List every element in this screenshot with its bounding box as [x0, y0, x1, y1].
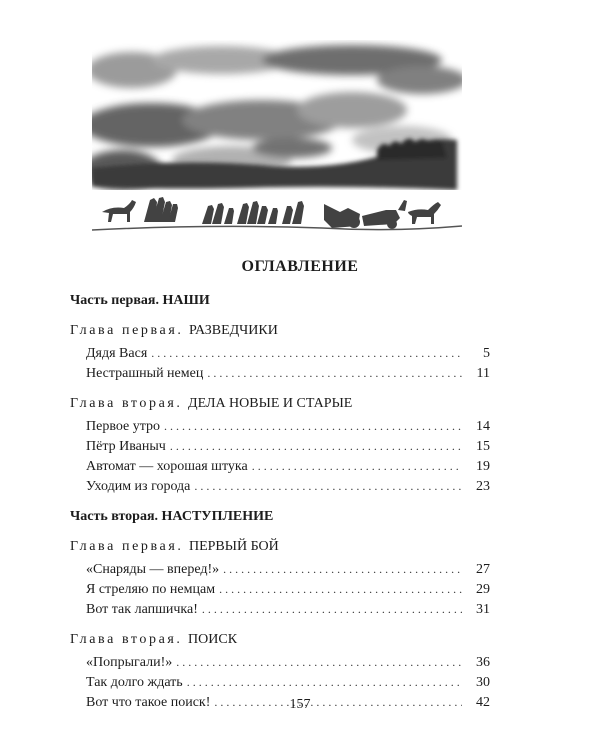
entry-title: Первое утро — [86, 419, 161, 434]
chapter-name: ПОИСК — [188, 632, 238, 647]
part-label: Часть вторая. — [70, 509, 159, 524]
part-name: НАСТУПЛЕНИЕ — [161, 509, 274, 524]
entry-title: Нестрашный немец — [86, 366, 204, 381]
chapter-group — [70, 395, 490, 496]
part-heading — [70, 292, 490, 310]
winter-convoy-illustration — [92, 40, 462, 235]
entry-page: 23 — [476, 479, 490, 494]
chapter-label: Глава первая. — [70, 323, 184, 338]
toc-entry[interactable] — [70, 653, 490, 672]
toc-entry[interactable] — [70, 417, 490, 436]
entry-title: «Попрыгали!» — [86, 655, 173, 670]
toc-entry[interactable] — [70, 673, 490, 692]
chapter-label: Глава вторая. — [70, 632, 183, 647]
entry-title: Автомат — хорошая штука — [86, 459, 248, 474]
dot-leader — [151, 344, 462, 362]
chapter-name: ПЕРВЫЙ БОЙ — [188, 539, 279, 554]
chapter-label: Глава вторая. — [70, 396, 183, 411]
toc-entry[interactable] — [70, 580, 490, 599]
entry-page: 11 — [476, 366, 490, 381]
entry-page: 29 — [476, 582, 490, 597]
entry-page: 15 — [476, 439, 490, 454]
entry-page: 19 — [476, 459, 490, 474]
entry-title: Вот так лапшичка! — [86, 602, 198, 617]
chapter-heading — [70, 322, 490, 340]
entry-title: Я стреляю по немцам — [86, 582, 216, 597]
entry-title: Вот что такое поиск! — [86, 695, 211, 710]
entry-page: 36 — [476, 655, 490, 670]
chapter-heading — [70, 538, 490, 556]
dot-leader — [164, 417, 462, 435]
part-heading — [70, 508, 490, 526]
chapter-name: ДЕЛА НОВЫЕ И СТАРЫЕ — [188, 396, 353, 411]
entry-title: Так долго ждать — [86, 675, 183, 690]
dot-leader — [187, 673, 462, 691]
toc-entry[interactable] — [70, 560, 490, 579]
toc-entry[interactable] — [70, 364, 490, 383]
dot-leader — [170, 437, 462, 455]
page-number: 157 — [289, 697, 311, 712]
dot-leader — [219, 580, 462, 598]
entry-page: 31 — [476, 602, 490, 617]
chapter-group — [70, 538, 490, 619]
contents-title: ОГЛАВЛЕНИЕ — [241, 258, 359, 275]
dot-leader — [223, 560, 462, 578]
table-of-contents — [70, 292, 490, 724]
chapter-label: Глава первая. — [70, 539, 184, 554]
entry-page: 30 — [476, 675, 490, 690]
entry-title: Дядя Вася — [86, 346, 148, 361]
entry-page: 5 — [483, 346, 490, 361]
part-name: НАШИ — [162, 293, 210, 308]
chapter-name: РАЗВЕДЧИКИ — [188, 323, 278, 338]
toc-entry[interactable] — [70, 457, 490, 476]
entry-page: 14 — [476, 419, 490, 434]
entry-title: Пётр Иваныч — [86, 439, 166, 454]
toc-entry[interactable] — [70, 344, 490, 363]
toc-entry[interactable] — [70, 600, 490, 619]
dot-leader — [176, 653, 462, 671]
dot-leader — [194, 477, 462, 495]
entry-title: «Снаряды — вперед!» — [86, 562, 220, 577]
dot-leader — [252, 457, 462, 475]
toc-entry[interactable] — [70, 437, 490, 456]
entry-page: 42 — [476, 695, 490, 710]
entry-title: Уходим из города — [86, 479, 191, 494]
entry-page: 27 — [476, 562, 490, 577]
chapter-group — [70, 322, 490, 383]
dot-leader — [207, 364, 462, 382]
chapter-heading — [70, 395, 490, 413]
chapter-heading — [70, 631, 490, 649]
dot-leader — [202, 600, 462, 618]
part-label: Часть первая. — [70, 293, 159, 308]
toc-entry[interactable] — [70, 477, 490, 496]
